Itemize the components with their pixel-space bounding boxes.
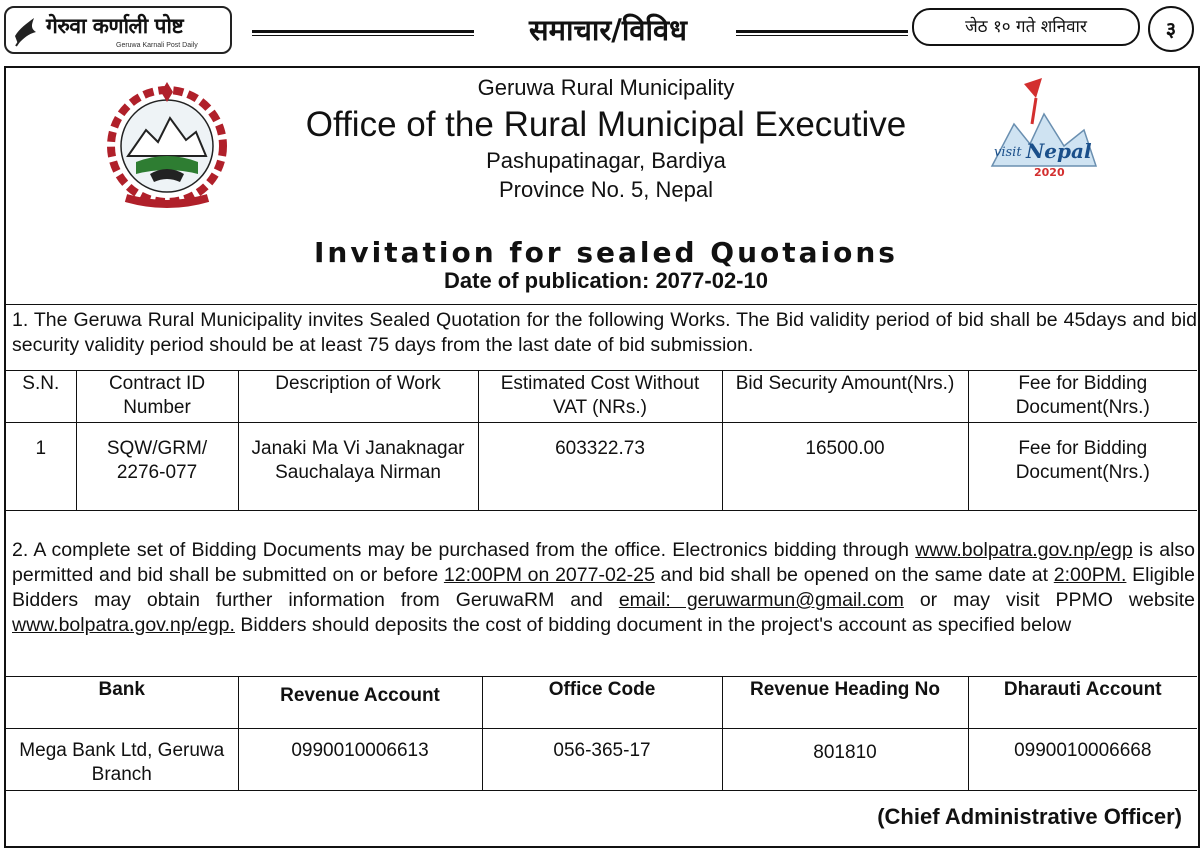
cell-sn: 1	[6, 423, 76, 511]
paragraph-2-text: Bidders should deposits the cost of bidding document in the project's account as specified below	[234, 614, 1072, 636]
section-title: समाचार/विविध	[529, 13, 687, 47]
newspaper-logo	[4, 6, 232, 54]
masthead-rule-right	[736, 30, 908, 36]
bank-table-header-row	[6, 676, 1197, 728]
header-office-code: Office Code	[482, 676, 722, 728]
header-bid-security: Bid Security Amount(Nrs.)	[722, 370, 968, 423]
cell-estimated-cost: 603322.73	[478, 423, 722, 511]
cell-fee: Fee for Bidding Document(Nrs.)	[968, 423, 1197, 511]
header-estimated-cost: Estimated Cost Without VAT (NRs.)	[478, 370, 722, 423]
paragraph-2-text: is also permitted and bid shall be submitted on or before	[12, 539, 1195, 586]
newspaper-name: गेरुवा कर्णाली पोष्ट	[46, 14, 184, 38]
opening-time: 2:00PM.	[1053, 564, 1127, 586]
divider-top	[6, 304, 1197, 305]
notice-frame	[4, 66, 1200, 848]
dove-icon	[12, 14, 42, 48]
works-table-header-row	[6, 370, 1197, 423]
divider-paragraph2	[6, 510, 1197, 511]
issue-date: जेठ १० गते शनिवार	[912, 8, 1140, 46]
office-header	[206, 74, 1006, 204]
paragraph-2-text: 2. A complete set of Bidding Documents may be purchased from the office. Electronics bidding through	[12, 539, 916, 561]
cell-description: Janaki Ma Vi Janaknagar Sauchalaya Nirman	[238, 423, 478, 511]
cell-office-code: 056-365-17	[482, 728, 722, 790]
paragraph-2-text: or may visit PPMO website	[903, 589, 1196, 611]
signature-line: (Chief Administrative Officer)	[877, 804, 1182, 829]
cell-revenue-heading: 801810	[722, 728, 968, 790]
svg-text:2020: 2020	[1034, 166, 1065, 179]
bank-table	[6, 676, 1197, 791]
header-revenue-account: Revenue Account	[238, 676, 482, 728]
header-contract-id: Contract ID Number	[76, 370, 238, 423]
paragraph-2-text: and bid shall be opened on the same date at	[654, 564, 1054, 586]
notice-title: Invitation for sealed Quotaions	[314, 236, 898, 269]
cell-dharauti-account: 0990010006668	[968, 728, 1197, 790]
divider-signature	[6, 790, 1197, 791]
page-number: ३	[1148, 6, 1194, 52]
svg-text:visit: visit	[994, 145, 1022, 160]
cell-bid-security: 16500.00	[722, 423, 968, 511]
visit-nepal-logo-icon	[984, 74, 1100, 188]
email-link[interactable]: email: geruwarmun@gmail.com	[618, 589, 904, 611]
table-row	[6, 423, 1197, 511]
cell-bank: Mega Bank Ltd, Geruwa Branch	[6, 728, 238, 790]
cell-contract-id: SQW/GRM/ 2276-077	[76, 423, 238, 511]
works-table	[6, 370, 1197, 511]
header-dharauti-account: Dharauti Account	[968, 676, 1197, 728]
newspaper-tagline: Geruwa Karnali Post Daily	[116, 42, 198, 49]
newspaper-masthead	[0, 0, 1204, 62]
header-bank: Bank	[6, 676, 238, 728]
address-line-2: Province No. 5, Nepal	[499, 177, 713, 202]
header-description: Description of Work	[238, 370, 478, 423]
header-sn: S.N.	[6, 370, 76, 423]
table-row	[6, 728, 1197, 790]
cell-revenue-account: 0990010006613	[238, 728, 482, 790]
paragraph-1: 1. The Geruwa Rural Municipality invites Sealed Quotation for the following Works. The Bid validity period of bid shall be 45days and bid security validity period should be at least 75 days from the last date of bid submission.	[12, 309, 1197, 356]
address-line-1: Pashupatinagar, Bardiya	[486, 148, 726, 173]
office-name: Office of the Rural Municipal Executive	[305, 105, 907, 144]
header-revenue-heading: Revenue Heading No	[722, 676, 968, 728]
header-fee: Fee for Bidding Document(Nrs.)	[968, 370, 1197, 423]
svg-text:Nepal: Nepal	[1026, 139, 1092, 163]
publication-date: Date of publication: 2077-02-10	[444, 268, 768, 293]
municipality-name: Geruwa Rural Municipality	[477, 75, 735, 100]
submission-deadline: 12:00PM on 2077-02-25	[443, 564, 655, 586]
ppmo-link[interactable]: www.bolpatra.gov.np/egp.	[12, 614, 235, 636]
egp-link[interactable]: www.bolpatra.gov.np/egp	[915, 539, 1133, 561]
masthead-rule-left	[252, 30, 474, 36]
paragraph-2	[12, 538, 1195, 638]
paragraph-2-text: Eligible Bidders may obtain further information from GeruwaRM and	[12, 564, 1195, 611]
